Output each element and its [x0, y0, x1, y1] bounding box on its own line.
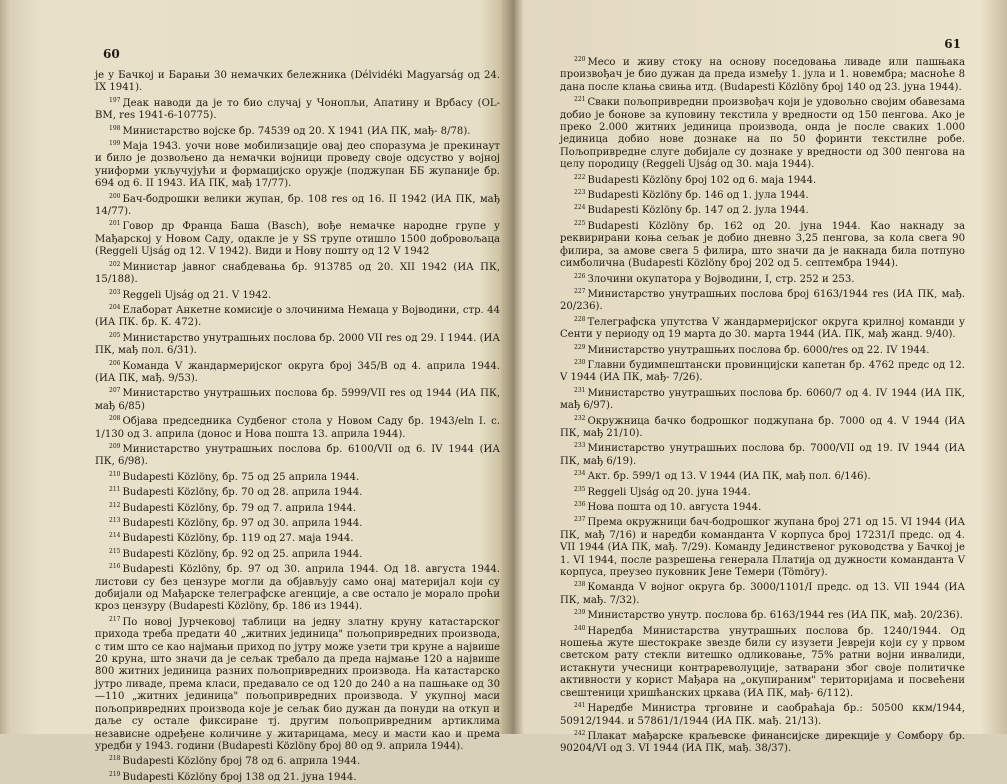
footnote-number: 228	[574, 315, 586, 323]
footnote	[95, 530, 500, 545]
footnote	[95, 385, 500, 413]
footnote-text: Наредбе Министра трговине и саобраћаја бр.: 50500 ккм/1944, 50912/1944. и 57861/1/1944 (ИА ПК. мађ. 21/13).	[560, 703, 965, 727]
footnote-text: Нова пошта од 10. августа 1944.	[587, 502, 762, 513]
footnote-number: 219	[109, 770, 121, 778]
footnote	[560, 579, 965, 607]
footnote	[95, 515, 500, 530]
footnote	[95, 259, 500, 287]
footnote	[95, 769, 500, 784]
footnote-number: 242	[574, 729, 586, 737]
footnote-text: Министарство унутрашњих послова бр. 6000/res од 22. IV 1944.	[587, 344, 930, 356]
left-page	[95, 30, 500, 783]
footnote-text: Budapesti Közlöny број 138 од 21. јуна 1944.	[122, 771, 357, 783]
footnote-number: 214	[109, 532, 121, 540]
footnote-text: Budapesti Közlöny, бр. 70 од 28. априла 1944.	[122, 487, 363, 499]
footnote	[95, 441, 500, 469]
footnote-text: Акт. бр. 599/1 од 13. V 1944 (ИА ПК, мађ пол. 6/146).	[587, 471, 871, 483]
footnote-number: 237	[574, 516, 586, 524]
footnote-number: 221	[574, 96, 586, 104]
footnote	[560, 413, 965, 441]
footnote	[560, 607, 965, 622]
footnote-text: Министарство унутрашњих послова бр. 5999/VII res од 1944 (ИА ПК, мађ 6/85)	[95, 388, 500, 412]
right-footnotes	[560, 54, 965, 756]
footnote	[95, 561, 500, 614]
footnote-text: Плакат мађарске краљевске финансијске дирекције у Сомбору бр. 90204/VI од 3. VI 1944 (ИА ПК, мађ. 38/37).	[560, 730, 965, 755]
footnote-number: 241	[574, 702, 586, 710]
footnote-text: Окружница бачко бодрошког поджупана бр. 7000 од 4. V 1944 (ИА ПК, мађ 21/10).	[560, 415, 965, 439]
footnote-text: Budapesti Közlöny бр. 146 од 1. јула 1944.	[587, 190, 809, 202]
footnote-text: Месо и живу стоку на основу поседовања ливаде или пашњака произвођач је био дужан да преда између 1. јула и 1. новембра; масноће 8 дана после клања свиња итд. (Budapesti Közlöny број 140 од 23. јуна 1944).	[560, 57, 965, 93]
footnote	[560, 94, 965, 171]
footnote	[560, 271, 965, 286]
footnote	[95, 413, 500, 441]
footnote-text: Команда V жандармеријског округа број 345/В од 4. априла 1944. (ИА ПК, мађ. 9/53).	[95, 360, 500, 384]
footnote	[95, 330, 500, 358]
footnote-number: 239	[574, 609, 586, 617]
footnote-number: 238	[574, 581, 586, 589]
footnote	[95, 218, 500, 258]
footnote-text: Budapesti Közlöny, бр. 75 од 25 априла 1944.	[122, 471, 360, 483]
footnote	[95, 484, 500, 499]
footnote	[560, 314, 965, 342]
footnote	[560, 54, 965, 94]
footnote-text: Министарство унутрашњих послова бр. 7000/VII од 19. IV 1944 (ИА ПК, мађ 6/19).	[560, 443, 965, 467]
footnote	[95, 614, 500, 753]
footnote	[560, 187, 965, 202]
footnote-text: Деак наводи да је то био случај у Чонопљи, Апатину и Врбасу (OL-BM, res 1941-6-10775).	[95, 97, 500, 122]
footnote-number: 226	[574, 272, 586, 280]
footnote-number: 207	[109, 387, 121, 395]
footnote-text: Reggeli Ujság од 21. V 1942.	[122, 289, 272, 301]
footnote-text: је у Бачкој и Барањи 30 немачких бележника (Délvidéki Magyarság од 24. IX 1941).	[95, 70, 500, 94]
footnote-number: 216	[109, 563, 121, 571]
footnote	[560, 623, 965, 700]
footnote-text: Објава председника Судбеног стола у Новом Саду бр. 1943/eln I. с. 1/130 од 3. априла (донос и Нова пошта 13. априла 1944).	[95, 416, 500, 440]
footnote	[560, 514, 965, 579]
footnote-number: 212	[109, 501, 121, 509]
footnote-text: Сваки пољопривредни произвођач који је удовољно својим обавезама добио је бонове за куповину текстила у вредности од 150 пенгова. Ако је преко 2.000 житних јединица производа, онда је после сваких 1.000 јединица добио нове дознаке на по 50 форинти текстилне робе. Пољопривредне слуге добијале су дознаке у вредности од 300 пенгова на целу породицу (Reggeli Ujság од 30. маја 1944).	[560, 97, 965, 171]
footnote-text: Министарство унутрашњих послова бр. 6100/VII од 6. IV 1944 (ИА ПК, 6/98).	[95, 443, 500, 468]
footnote-text: Главни будимпештански провинцијски капетан бр. 4762 прeдс од 12. V 1944 (ИА ПК, мађ- 7/26).	[560, 359, 965, 384]
page-number-left: 60	[103, 47, 120, 61]
footnote-text: Министарство унутр. послова бр. 6163/1944 res (ИА ПК, мађ. 20/236).	[587, 610, 963, 622]
footnote	[560, 468, 965, 483]
footnote	[95, 191, 500, 219]
footnote-number: 215	[109, 547, 121, 555]
footnote-number: 231	[574, 386, 586, 394]
footnote-text: Budapesti Közlöny, бр. 119 од 27. маја 1944.	[122, 533, 354, 545]
footnote-number: 208	[109, 415, 121, 423]
footnote-number: 236	[574, 501, 586, 508]
footnote-number: 209	[109, 442, 121, 450]
footnote-number: 206	[109, 359, 121, 367]
book-gutter	[500, 0, 524, 734]
footnote	[560, 440, 965, 468]
footnote	[95, 500, 500, 515]
footnote-text: Budapesti Közlöny, бр. 79 од 7. априла 1944.	[122, 502, 357, 514]
footnote-number: 229	[574, 343, 586, 351]
footnote-text: Budapesti Közlöny бр. 147 од 2. јула 1944.	[587, 205, 809, 217]
left-footnotes	[95, 70, 500, 784]
footnote-number: 203	[109, 288, 121, 296]
footnote-number: 224	[574, 204, 586, 212]
footnote	[95, 302, 500, 330]
footnote-number: 213	[109, 517, 121, 524]
footnote	[560, 728, 965, 756]
footnote-number: 218	[109, 755, 121, 763]
footnote-number: 225	[574, 219, 586, 227]
footnote-text: Министар јавног снабдевања бр. 913785 од 20. XII 1942 (ИА ПК, 15/188).	[95, 261, 500, 286]
footnote-text: Елаборат Анкетне комисије о злочинима Немаца у Војводини, стр. 44 (ИА ПК. бр. К. 472).	[95, 304, 500, 329]
footnote-text: Budapesti Közlöny, бр. 97 од 30. априла 1944. Од 18. августа 1944. листови су без цензуре могли да објављују само онај материјал који су добијали од Мађарске телеграфске агенције, а све остало је морало проћи кроз цензуру (Budapesti Közlöny, бр. 186 из 1944).	[95, 564, 500, 613]
page-number-right: 61	[944, 37, 961, 51]
footnote	[560, 700, 965, 728]
footnote	[95, 358, 500, 386]
footnote-number: 240	[574, 624, 586, 632]
footnote	[95, 95, 500, 123]
footnote-number: 227	[574, 287, 586, 295]
footnote	[95, 287, 500, 302]
footnote-number: 230	[574, 358, 586, 366]
footnote	[560, 218, 965, 271]
footnote-number: 217	[109, 615, 121, 623]
footnote-number: 205	[109, 331, 121, 339]
footnote-text: Budapesti Közlöny, бр. 92 од 25. априла 1944.	[122, 548, 363, 560]
footnote-number: 197	[109, 96, 121, 104]
footnote-text: Министарство унутрашњих послова бр. 2000 VII res од 29. I 1944. (ИА ПК, мађ пол. 6/31).	[95, 332, 500, 357]
footnote-text: Budapesti Közlöny број 78 од 6. априла 1944.	[122, 756, 361, 768]
footnote	[95, 469, 500, 484]
footnote-number: 211	[109, 486, 121, 494]
footnote-number: 235	[574, 485, 586, 493]
footnote	[560, 357, 965, 385]
footnote-text: Министарство војске бр. 74539 од 20. X 1941 (ИА ПК, мађ- 8/78).	[122, 125, 471, 137]
footnote	[95, 70, 500, 95]
right-page	[560, 30, 965, 755]
footnote-number: 232	[574, 414, 586, 422]
footnote-text: Маја 1943. уочи нове мобилизације овај део споразума је прекинаут и било је дозвољено да немачки војници проведу своје одсуство у војној униформи укључујући и формацијско оружје (поджупан ББ жупаније бр. 694 од 6. II 1943. ИА ПК, мађ 17/77).	[95, 141, 500, 190]
footnote-text: По новој Јурчековој таблици на једну златну круну катастарског прихода треба предати 40 „житних јединица" пољопривредних производа, с тим што се као најмањи приход по јутру може узети три круне а највише 20 круна, што значи да је сељак требало да преда најмање 120 а највише 800 житних јединица разних пољопривредних производа. На катастарско јутро ливаде, према класи, предавало се од 120 до 240 а на пашњаке од 30—110 „житних јединица" пољопривредних производа. У укупној маси пољопривредних производа које је сељак био дужан да понуди на откуп и даље су остале фиксиране тј. другим пољопривредним артиклима независне одређене количине у житарицама, месу и масти као и према уредби у 1943. години (Budapesti Közlöny брoj 80 од 9. априла 1944).	[95, 616, 500, 752]
footnote	[560, 286, 965, 314]
footnote	[560, 172, 965, 187]
footnote-number: 200	[109, 192, 121, 200]
footnote	[95, 123, 500, 138]
footnote	[560, 202, 965, 217]
footnote-text: Телеграфска упутства V жандармеријског округа крилној команди у Сенти у периоду од 19 марта до 30. марта 1944 (ИА. ПК, мађ жанд. 9/40).	[560, 316, 965, 341]
footnote	[95, 753, 500, 768]
footnote-text: Према окружници бач-бодрошког жупана број 271 од 15. VI 1944 (ИА ПК, мађ 7/16) и наредби команданта V корпуса број 17231/I прeдс. од 4. VII 1944 (ИА ПК, мађ. 7/29). Команду Јединственог руководства у Бачкој је 1. VI 1944, после разрешења генерала Платија од дужности команданта V корпуса, преузео пуковник Јене Темери (Tömöry).	[560, 517, 965, 579]
footnote-text: Команда V војног округа бр. 3000/1101/I прeдс. од 13. VII 1944 (ИА ПК, мађ. 7/32).	[560, 582, 965, 606]
footnote-number: 220	[574, 56, 586, 63]
footnote	[95, 138, 500, 191]
footnote-number: 223	[574, 189, 586, 197]
footnote	[560, 499, 965, 514]
footnote-text: Министарство унутрашњих послова број 6163/1944 res (ИА ПК, мађ. 20/236).	[560, 288, 965, 313]
footnote-text: Budapesti Közlöny број 102 од 6. маја 1944.	[587, 174, 817, 186]
footnote-number: 234	[574, 470, 586, 478]
footnote	[560, 385, 965, 413]
footnote	[560, 484, 965, 499]
footnote-text: Reggeli Ujság од 20. јуна 1944.	[587, 486, 751, 498]
footnote	[560, 342, 965, 357]
footnote-number: 199	[109, 140, 121, 148]
footnote-number: 201	[109, 220, 121, 228]
footnote-text: Budapesti Közlöny бр. 162 од 20. јуна 1944. Као накнаду за реквирирани коња сељак је добио дневно 3,25 пенгова, за кола свега 90 филира, за амове свега 5 филира, што значи да је накнада била потпуно симболична (Budapesti Közlöny број 202 од 5. септембра 1944).	[560, 220, 965, 270]
footnote-text: Budapesti Közlöny, бр. 97 од 30. априла 1944.	[122, 518, 363, 529]
footnote-text: Злочини окупатора у Војводини, I, стр. 252 и 253.	[587, 273, 855, 285]
footnote-number: 204	[109, 303, 121, 311]
footnote-number: 222	[574, 173, 586, 181]
footnote-number: 198	[109, 124, 121, 132]
footnote-text: Наредба Министарства унутрашњих послова бр. 1240/1944. Од ношења жуте шестокраке звезде били су изузети Јевреји који су у првом светском рату стекли витешко одликовање, 75% ратни војни инвалиди, истакнути учесници контрареволуције, затварани због своје политичке активности у корист Мађара на „окупираним" територијама и посвећени свештеници хришћанских цркава (ИА ПК, мађ- 6/112).	[560, 625, 965, 699]
footnote	[95, 546, 500, 561]
footnote-text: Министарство унутрашњих послова бр. 6060/7 од 4. IV 1944 (ИА ПК, мађ 6/97).	[560, 387, 965, 412]
footnote-text: Говор др Франца Баша (Basch), вође немачке народне групе у Мађарској у Новом Саду, одакле је у SS трупе отишло 1500 добровољаца (Reggeli Ujság од 12. V 1942). Види и Нову пошту од 12 V 1942	[95, 221, 500, 258]
footnote-text: Бач-бодрошки велики жупан, бр. 108 res од 16. II 1942 (ИА ПК, мађ 14/77).	[95, 193, 500, 218]
footnote-number: 233	[574, 442, 586, 450]
footnote-number: 202	[109, 260, 121, 268]
footnote-number: 210	[109, 470, 121, 478]
